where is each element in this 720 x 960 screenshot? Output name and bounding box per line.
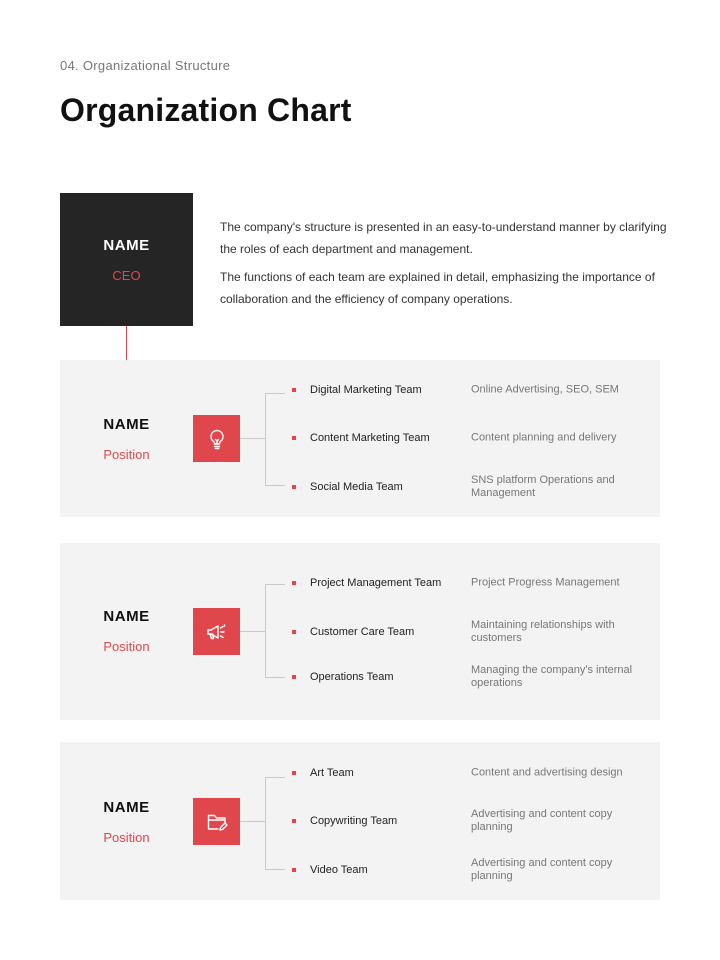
megaphone-icon [193, 608, 240, 655]
team-name: Art Team [310, 767, 354, 779]
list-item [292, 472, 662, 502]
list-item [292, 662, 662, 692]
bullet-icon [292, 388, 296, 392]
list-item [292, 855, 662, 885]
list-item [292, 758, 662, 788]
bullet-icon [292, 819, 296, 823]
bullet-icon [292, 436, 296, 440]
section-label: 04. Organizational Structure [60, 58, 231, 73]
ceo-box [60, 193, 193, 326]
lightbulb-icon [193, 415, 240, 462]
team-name: Operations Team [310, 671, 394, 683]
department-position: Position [103, 830, 150, 845]
team-name: Customer Care Team [310, 626, 415, 638]
connector-line [240, 631, 265, 632]
list-item [292, 375, 662, 405]
team-description: Project Progress Management [471, 576, 620, 589]
bullet-icon [292, 630, 296, 634]
department-panel-1 [60, 360, 660, 517]
intro-text [220, 216, 670, 310]
team-name: Content Marketing Team [310, 432, 430, 444]
bullet-icon [292, 771, 296, 775]
department-name: NAME [103, 608, 150, 625]
connector-line [240, 821, 265, 822]
team-description: Content and advertising design [471, 766, 623, 779]
team-name: Digital Marketing Team [310, 384, 422, 396]
list-item [292, 806, 662, 836]
bullet-icon [292, 485, 296, 489]
team-bracket [265, 393, 285, 486]
team-description: Maintaining relationships with customers [471, 619, 615, 644]
connector-line [240, 438, 265, 439]
intro-paragraph-1: The company's structure is presented in an easy-to-understand manner by clarifying the roles of each department and management. [220, 220, 667, 256]
ceo-name: NAME [103, 236, 150, 254]
bullet-icon [292, 581, 296, 585]
team-name: Video Team [310, 864, 368, 876]
team-bracket [265, 584, 285, 678]
team-name: Social Media Team [310, 481, 403, 493]
list-item [292, 617, 662, 647]
list-item [292, 568, 662, 598]
team-bracket [265, 777, 285, 870]
ceo-connector-line [126, 326, 127, 360]
department-position: Position [103, 447, 150, 462]
department-panel-3 [60, 742, 660, 900]
team-description: Content planning and delivery [471, 431, 617, 444]
team-name: Project Management Team [310, 577, 442, 589]
team-description: Managing the company's internal operations [471, 664, 633, 689]
team-description: Advertising and content copy planning [471, 808, 613, 833]
department-name: NAME [103, 416, 150, 433]
bullet-icon [292, 868, 296, 872]
department-name: NAME [103, 799, 150, 816]
intro-paragraph-2: The functions of each team are explained in detail, emphasizing the importance of collaboration and the efficiency of company operations. [220, 270, 655, 306]
bullet-icon [292, 675, 296, 679]
team-description: Online Advertising, SEO, SEM [471, 383, 619, 396]
ceo-role: CEO [112, 267, 141, 283]
department-panel-2 [60, 543, 660, 720]
folder-edit-icon [193, 798, 240, 845]
team-description: SNS platform Operations and Management [471, 474, 615, 499]
team-name: Copywriting Team [310, 815, 398, 827]
page-title: Organization Chart [60, 92, 352, 128]
department-position: Position [103, 639, 150, 654]
list-item [292, 423, 662, 453]
team-description: Advertising and content copy planning [471, 857, 613, 882]
